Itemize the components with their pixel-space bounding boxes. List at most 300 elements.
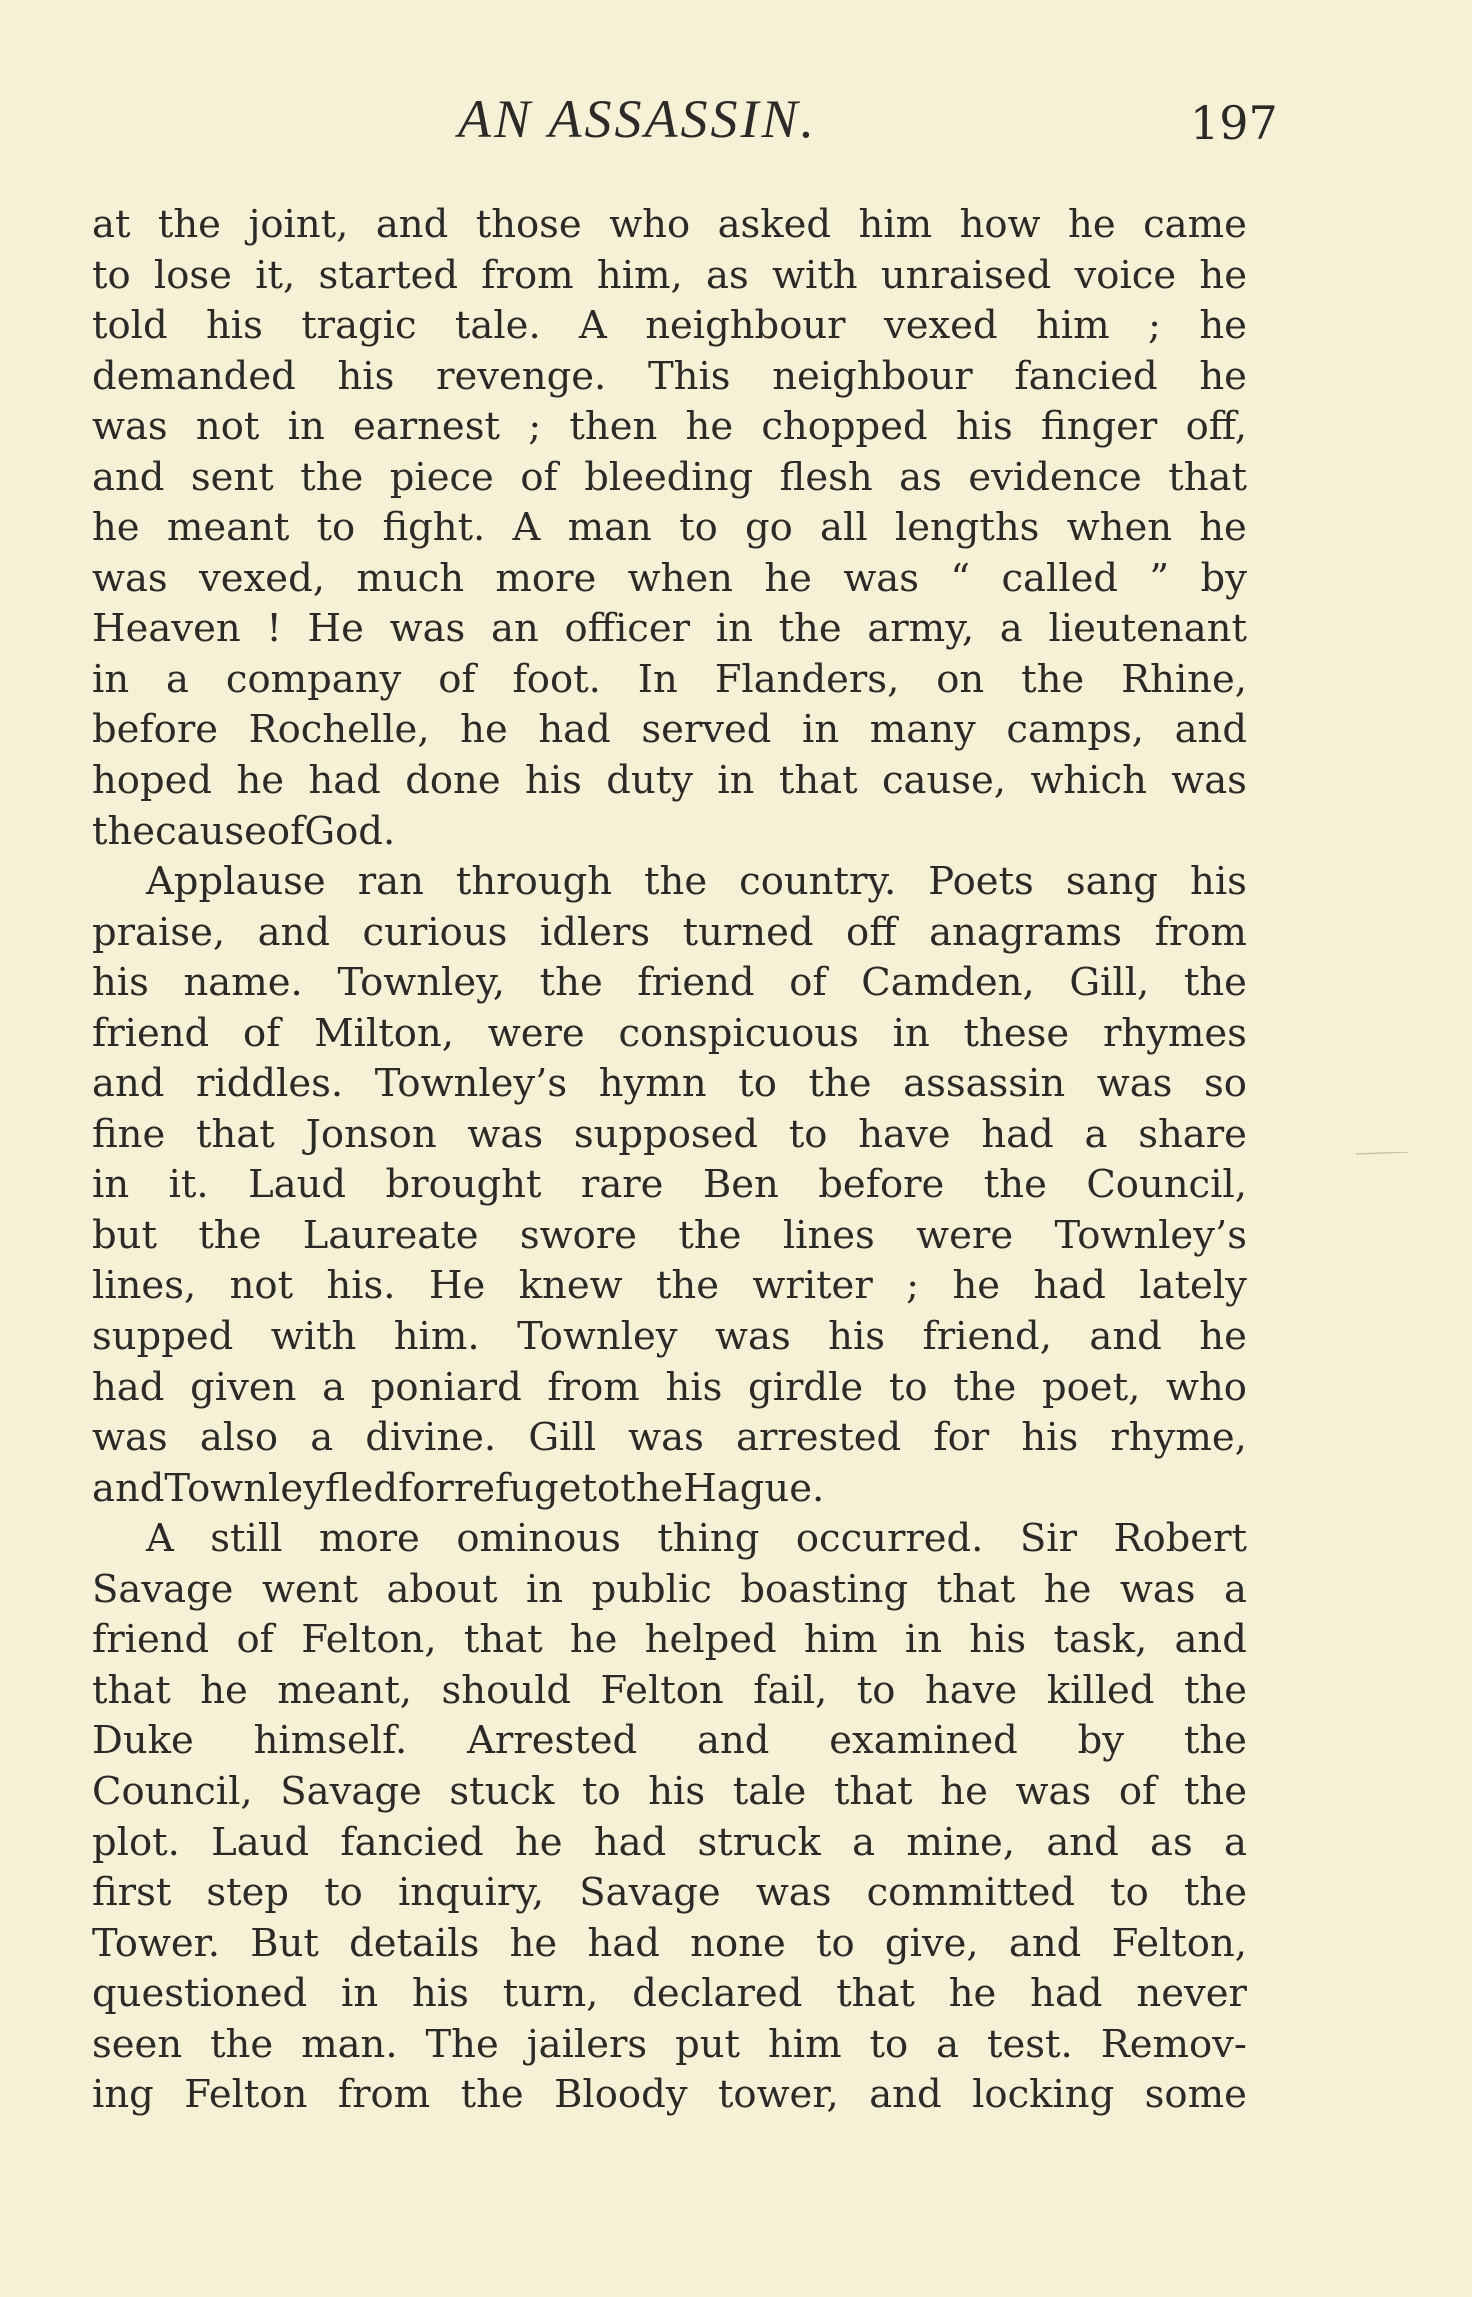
word: go xyxy=(744,505,793,551)
word: demanded xyxy=(92,353,296,399)
word: A xyxy=(146,1516,174,1562)
word: turn, xyxy=(502,1971,599,2017)
word: he xyxy=(1199,252,1247,298)
word: him xyxy=(767,2021,842,2067)
word: the xyxy=(539,960,603,1006)
word: his xyxy=(648,1768,706,1814)
word: Felton xyxy=(184,2072,308,2118)
text-line xyxy=(92,1312,1247,1363)
word: told xyxy=(92,303,168,349)
word: him, xyxy=(596,252,683,298)
word: man xyxy=(567,505,652,551)
word: put xyxy=(675,2021,741,2067)
paragraph-first-line xyxy=(92,857,1247,908)
word: sent xyxy=(190,454,274,500)
text-line xyxy=(92,2070,1247,2121)
word: the xyxy=(1183,1768,1247,1814)
word: Ben xyxy=(702,1162,779,1208)
word: fancied xyxy=(340,1819,484,1865)
word: his xyxy=(1021,1415,1079,1461)
word: he xyxy=(236,758,285,804)
word: the xyxy=(1183,960,1247,1006)
word: himself. xyxy=(253,1718,408,1764)
word: A xyxy=(579,303,607,349)
word: had xyxy=(538,707,611,753)
word: as xyxy=(706,252,749,298)
word: seen xyxy=(92,2021,183,2067)
word: lately xyxy=(1139,1263,1247,1309)
word: fail, xyxy=(753,1667,828,1713)
word: his. xyxy=(326,1263,396,1309)
word: were xyxy=(487,1010,585,1056)
word: Council, xyxy=(92,1768,253,1814)
word: him xyxy=(858,202,933,247)
word: of xyxy=(236,1617,274,1663)
word: much xyxy=(356,555,465,601)
word: had xyxy=(92,1364,165,1410)
word: Rhine, xyxy=(1121,656,1247,702)
word: which xyxy=(1030,758,1147,804)
word: rhyme, xyxy=(1110,1415,1247,1461)
word: He xyxy=(428,1263,486,1309)
word: of xyxy=(789,960,827,1006)
word: a xyxy=(310,1415,334,1461)
word: his xyxy=(828,1314,886,1360)
text-line xyxy=(92,1261,1247,1312)
word: ing xyxy=(92,2072,154,2118)
word: as xyxy=(1150,1819,1193,1865)
word: he xyxy=(1199,505,1247,551)
word: and xyxy=(1089,1314,1162,1360)
word: riddles. xyxy=(196,1061,344,1107)
word: was xyxy=(92,1415,168,1461)
word: of xyxy=(438,656,476,702)
word: he xyxy=(1199,353,1247,399)
word: neighbour xyxy=(772,353,973,399)
word: ; xyxy=(906,1263,920,1309)
word: more xyxy=(495,555,597,601)
word: chopped xyxy=(761,404,928,450)
word: Felton, xyxy=(301,1617,437,1663)
word: it, xyxy=(255,252,296,298)
word: asked xyxy=(717,202,832,247)
word: done xyxy=(405,758,501,804)
word: the xyxy=(953,1364,1017,1410)
word: “ xyxy=(950,555,971,601)
word: A xyxy=(512,505,541,551)
word: to xyxy=(581,1768,621,1814)
word: for xyxy=(933,1415,990,1461)
word: with xyxy=(772,252,858,298)
word: test. xyxy=(987,2021,1073,2067)
text-line xyxy=(92,301,1247,352)
word: first xyxy=(92,1870,172,1916)
text-line xyxy=(92,1615,1247,1666)
word: Rochelle, xyxy=(248,707,430,753)
word: to xyxy=(316,505,356,551)
word: from xyxy=(547,1364,640,1410)
word: he xyxy=(940,1768,988,1814)
word: Townley xyxy=(164,1465,325,1511)
word: his xyxy=(92,960,149,1006)
word: was xyxy=(92,404,168,450)
word: a xyxy=(852,1819,876,1865)
text-line xyxy=(92,352,1247,403)
word: from xyxy=(337,2072,431,2118)
word: the xyxy=(157,202,221,247)
word: name. xyxy=(183,960,303,1006)
word: He xyxy=(307,606,364,652)
word: fine xyxy=(92,1111,166,1157)
word: ; xyxy=(1147,303,1161,349)
word: occurred. xyxy=(795,1516,984,1562)
word: share xyxy=(1138,1111,1247,1157)
word: that xyxy=(463,1617,543,1663)
word: to xyxy=(788,1111,828,1157)
word: in xyxy=(717,758,755,804)
text-line xyxy=(92,402,1247,453)
word: and xyxy=(1008,1920,1082,1966)
word: struck xyxy=(697,1819,821,1865)
word: anagrams xyxy=(929,909,1123,955)
word: Townley’s xyxy=(374,1061,568,1107)
word: the xyxy=(678,1212,742,1258)
word: at xyxy=(92,202,131,247)
text-line xyxy=(92,1818,1247,1869)
word: by xyxy=(1200,555,1247,601)
word: in xyxy=(92,656,130,702)
word: a xyxy=(1084,1111,1108,1157)
word: curious xyxy=(362,909,508,955)
word: was xyxy=(1119,1566,1196,1612)
text-line xyxy=(92,1059,1247,1110)
word: before xyxy=(92,707,219,753)
word: a xyxy=(1224,1566,1247,1612)
word: to xyxy=(92,252,131,298)
word: ominous xyxy=(456,1516,621,1562)
word: and xyxy=(375,202,449,247)
word: had xyxy=(1033,1263,1106,1309)
word: to xyxy=(1110,1870,1149,1916)
word: God. xyxy=(304,808,396,854)
word: should xyxy=(441,1667,572,1713)
word: who xyxy=(1166,1364,1247,1410)
word: about xyxy=(386,1566,498,1612)
text-line xyxy=(92,1160,1247,1211)
word: conspicuous xyxy=(618,1010,859,1056)
word: he xyxy=(685,404,734,450)
word: it. xyxy=(168,1162,209,1208)
running-title: AN ASSASSIN. xyxy=(458,89,817,149)
word: have xyxy=(924,1667,1018,1713)
word: vexed xyxy=(883,303,998,349)
word: his xyxy=(1190,859,1247,905)
word: in xyxy=(341,1971,379,2017)
word: he xyxy=(569,1617,618,1663)
word: arrested xyxy=(736,1415,902,1461)
word: for xyxy=(397,1465,454,1511)
word: those xyxy=(475,202,582,247)
word: and xyxy=(92,454,165,500)
word: evidence xyxy=(968,454,1142,500)
word: Savage xyxy=(579,1870,721,1916)
text-line xyxy=(92,503,1247,554)
word: Flanders, xyxy=(714,656,900,702)
word: these xyxy=(963,1010,1070,1056)
text-line xyxy=(92,756,1247,807)
word: The xyxy=(425,2021,499,2067)
word: that xyxy=(92,1667,171,1713)
word: not xyxy=(195,404,260,450)
word: the xyxy=(655,1263,720,1309)
word: he xyxy=(1199,303,1247,349)
word: Felton, xyxy=(1111,1920,1247,1966)
word: camps, xyxy=(1006,707,1144,753)
word: that xyxy=(778,758,858,804)
word: and xyxy=(1174,1617,1247,1663)
word: the xyxy=(92,808,156,854)
word: task, xyxy=(1053,1617,1148,1663)
word: locking xyxy=(972,2072,1115,2118)
word: his xyxy=(411,1971,469,2017)
word: fled xyxy=(324,1465,398,1511)
word: a xyxy=(999,606,1023,652)
word: friend xyxy=(92,1010,210,1056)
word: in xyxy=(892,1010,930,1056)
word: a xyxy=(936,2021,960,2067)
word: how xyxy=(959,202,1041,247)
word: friend xyxy=(637,960,755,1006)
paragraph-end-line xyxy=(92,807,1247,858)
word: and xyxy=(697,1718,770,1764)
word: turned xyxy=(682,909,814,955)
word: that xyxy=(936,1566,1016,1612)
word: before xyxy=(818,1162,945,1208)
word: ! xyxy=(266,606,282,652)
word: when xyxy=(1066,505,1173,551)
word: rhymes xyxy=(1102,1010,1247,1056)
word: Felton xyxy=(600,1667,724,1713)
word: bleeding xyxy=(584,454,754,500)
word: had xyxy=(587,1920,660,1966)
word: in xyxy=(802,707,840,753)
word: stuck xyxy=(449,1768,555,1814)
word: had xyxy=(593,1819,667,1865)
word: fancied xyxy=(1014,353,1158,399)
word: Applause xyxy=(146,859,326,905)
paragraph-end-line xyxy=(92,1464,1247,1515)
word: lines xyxy=(782,1212,875,1258)
word: flesh xyxy=(779,454,873,500)
margin-pencil-mark xyxy=(1356,1152,1408,1155)
word: officer xyxy=(564,606,691,652)
word: by xyxy=(1077,1718,1125,1764)
word: Savage xyxy=(92,1566,234,1612)
word: in xyxy=(715,606,753,652)
word: had xyxy=(1030,1971,1103,2017)
word: knew xyxy=(518,1263,623,1309)
word: swore xyxy=(519,1212,637,1258)
word: plot. xyxy=(92,1819,180,1865)
word: vexed, xyxy=(199,555,325,601)
word: who xyxy=(609,202,691,247)
word: all xyxy=(820,505,868,551)
word: lieutenant xyxy=(1048,606,1247,652)
word: the xyxy=(1183,1667,1247,1713)
word: But xyxy=(250,1920,319,1966)
word: ran xyxy=(357,859,424,905)
word: and xyxy=(92,1465,165,1511)
word: was xyxy=(1171,758,1247,804)
word: assassin xyxy=(903,1061,1066,1107)
word: the xyxy=(1183,1870,1247,1916)
word: a xyxy=(166,656,189,702)
word: Heaven xyxy=(92,606,241,652)
word: examined xyxy=(829,1718,1018,1764)
word: a xyxy=(1224,1819,1247,1865)
word: details xyxy=(349,1920,480,1966)
text-line xyxy=(92,1716,1247,1767)
word: to xyxy=(679,505,718,551)
word: hymn xyxy=(598,1061,707,1107)
word: he xyxy=(514,1819,563,1865)
word: a xyxy=(322,1364,346,1410)
word: him xyxy=(803,1617,878,1663)
word: lose xyxy=(153,252,232,298)
word: helped xyxy=(644,1617,777,1663)
word: the xyxy=(644,859,708,905)
word: friend xyxy=(92,1617,210,1663)
word: went xyxy=(261,1566,358,1612)
word: In xyxy=(637,656,678,702)
word: was xyxy=(389,606,466,652)
word: was xyxy=(715,1314,791,1360)
word: piece xyxy=(389,454,494,500)
word: tower, xyxy=(717,2072,839,2118)
word: ” xyxy=(1149,555,1170,601)
text-line xyxy=(92,1363,1247,1414)
word: Duke xyxy=(92,1718,194,1764)
word: he xyxy=(460,707,508,753)
word: to xyxy=(324,1870,363,1916)
word: of xyxy=(266,808,305,854)
word: tragic xyxy=(301,303,417,349)
word: tale xyxy=(732,1768,807,1814)
word: friend, xyxy=(922,1314,1052,1360)
word: the xyxy=(983,1162,1047,1208)
word: Hague. xyxy=(683,1465,825,1511)
word: declared xyxy=(632,1971,803,2017)
word: he xyxy=(1068,202,1116,247)
word: he xyxy=(92,505,140,551)
word: served xyxy=(641,707,772,753)
text-line xyxy=(92,2020,1247,2071)
word: Savage xyxy=(280,1768,422,1814)
text-line xyxy=(92,1565,1247,1616)
word: him. xyxy=(393,1314,480,1360)
word: called xyxy=(1001,555,1119,601)
word: also xyxy=(199,1415,279,1461)
word: of xyxy=(1118,1768,1157,1814)
word: mine, xyxy=(906,1819,1016,1865)
word: the xyxy=(1021,656,1085,702)
word: lengths xyxy=(894,505,1040,551)
word: Camden, xyxy=(861,960,1035,1006)
text-line xyxy=(92,655,1247,706)
text-line xyxy=(92,958,1247,1009)
word: then xyxy=(569,404,658,450)
word: was xyxy=(843,555,919,601)
word: some xyxy=(1144,2072,1247,2118)
text-line xyxy=(92,908,1247,959)
word: his xyxy=(969,1617,1027,1663)
text-line xyxy=(92,1211,1247,1262)
word: had xyxy=(308,758,381,804)
word: but xyxy=(92,1212,157,1258)
word: Milton, xyxy=(314,1010,454,1056)
word: foot. xyxy=(512,656,601,702)
word: was xyxy=(467,1111,544,1157)
text-line xyxy=(92,1868,1247,1919)
word: none xyxy=(690,1920,786,1966)
word: Jonson xyxy=(305,1111,437,1157)
word: came xyxy=(1143,202,1247,247)
word: Robert xyxy=(1113,1516,1247,1562)
word: writer xyxy=(752,1263,873,1309)
word: that xyxy=(196,1111,275,1157)
word: give, xyxy=(884,1920,979,1966)
word: have xyxy=(858,1111,951,1157)
word: Remov- xyxy=(1100,2021,1247,2067)
word: Sir xyxy=(1019,1516,1077,1562)
word: public xyxy=(591,1566,712,1612)
word: when xyxy=(627,555,733,601)
word: Laud xyxy=(211,1819,310,1865)
word: still xyxy=(210,1516,283,1562)
word: he xyxy=(200,1667,248,1713)
text-line xyxy=(92,1969,1247,2020)
word: and xyxy=(869,2072,942,2118)
word: company xyxy=(225,656,402,702)
word: as xyxy=(899,454,942,500)
word: he xyxy=(1043,1566,1092,1612)
word: Laud xyxy=(248,1162,347,1208)
word: the xyxy=(620,1465,684,1511)
word: he xyxy=(952,1263,1001,1309)
word: Gill, xyxy=(1069,960,1150,1006)
word: to xyxy=(581,1465,621,1511)
word: the xyxy=(460,2072,524,2118)
word: neighbour xyxy=(645,303,846,349)
word: joint, xyxy=(248,202,349,247)
word: tale. xyxy=(454,303,541,349)
word: his xyxy=(665,1364,723,1410)
word: from xyxy=(481,252,574,298)
word: ; xyxy=(528,404,542,450)
word: idlers xyxy=(539,909,651,955)
text-line xyxy=(92,1919,1247,1970)
word: This xyxy=(647,353,731,399)
paragraph-first-line xyxy=(92,1514,1247,1565)
word: the xyxy=(808,1061,872,1107)
word: supped xyxy=(92,1314,234,1360)
word: that xyxy=(1168,454,1247,500)
word: meant, xyxy=(277,1667,413,1713)
word: in xyxy=(92,1162,130,1208)
word: and xyxy=(1046,1819,1119,1865)
word: he xyxy=(1199,1314,1247,1360)
word: Townley’s xyxy=(1054,1212,1247,1258)
